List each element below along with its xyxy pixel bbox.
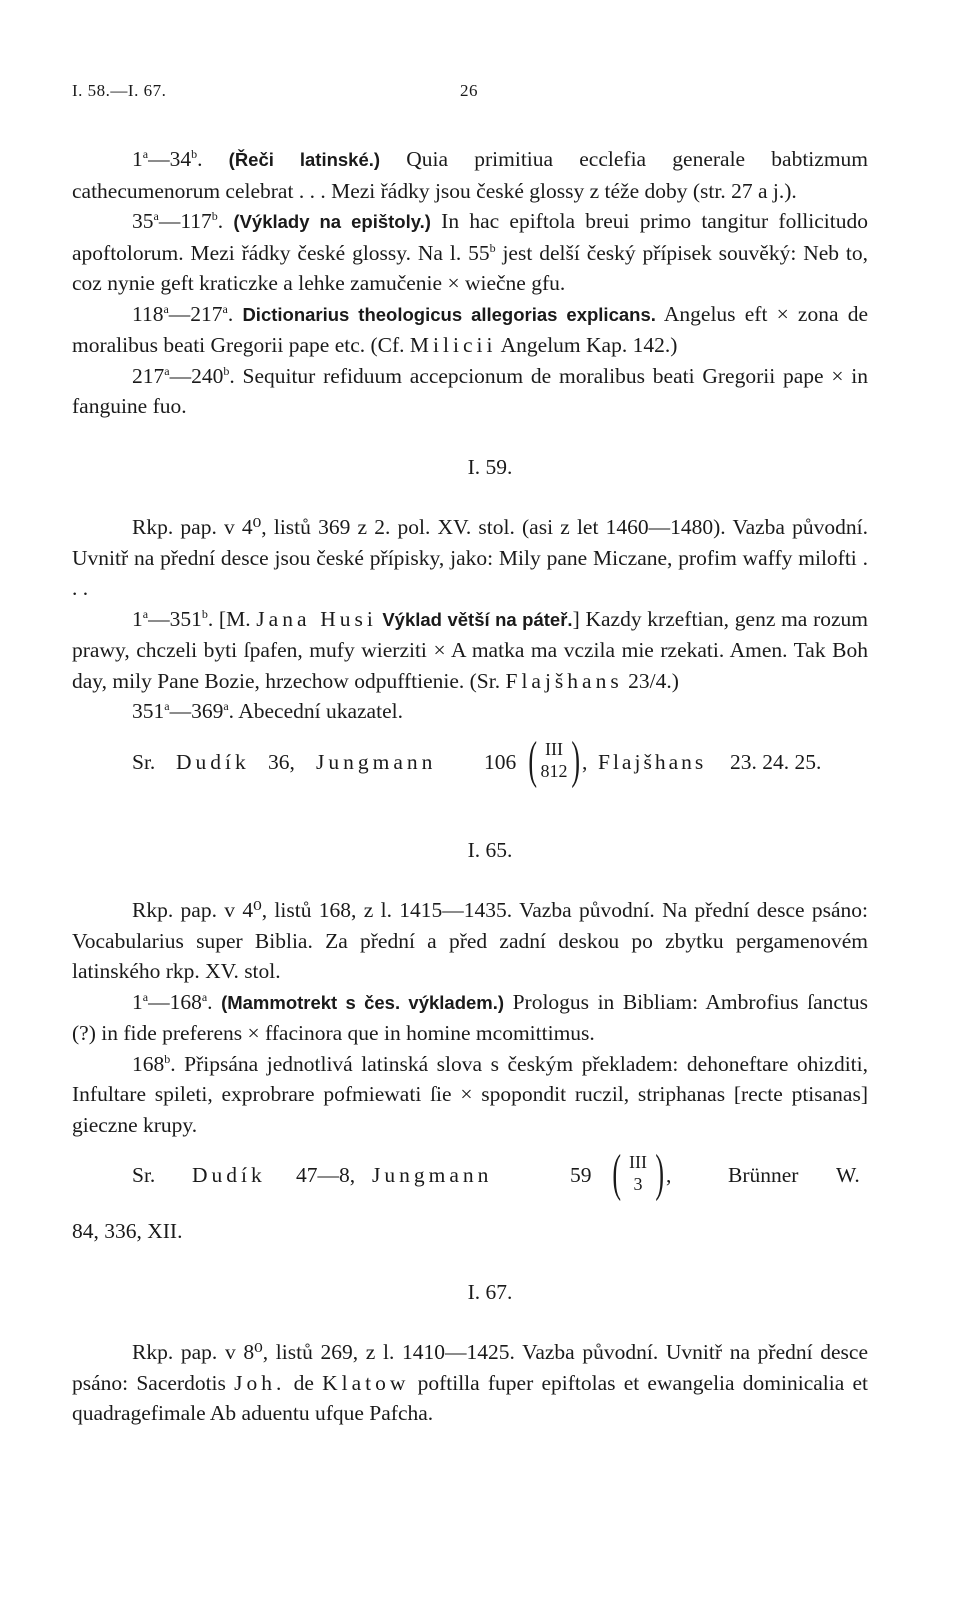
author-name: Jana Husi: [256, 606, 377, 631]
reference-continuation: 84, 336, XII.: [72, 1219, 183, 1243]
entry-title: (Řeči latinské.): [228, 149, 381, 170]
author-name: Dudík: [176, 749, 250, 774]
author-name: Joh.: [234, 1370, 286, 1395]
entry-paragraph: 1$^a$—168$^a$. (Mammotrekt s čes. výkladem.) Prologus in Bibliam: Ambrofius ſanctus (?) in fide preferens × ffacinora que in homine mcomittimus.: [72, 989, 868, 1045]
entry-title: Dictionarius theologicus allegorias explicans.: [242, 303, 656, 325]
author-name: Milicii: [409, 333, 497, 357]
author-name: Jungmann: [316, 749, 437, 774]
entry-paragraph: 217$^a$—240$^b$. Sequitur refiduum accepcionum de moralibus beati Gregorii pape × in fanguine fuo.: [72, 363, 868, 418]
section-heading: I. 67.: [467, 1279, 513, 1304]
reference-line: Sr. Dudík 36, Jungmann 106 ( III 812 ) , Flajšhans 23. 24. 25.: [132, 731, 822, 789]
entry-title: (Výklady na epištoly.): [233, 211, 431, 232]
author-name: Flajšhans: [505, 668, 623, 693]
entry-paragraph: 1$^a$—351$^b$. [M. Jana Husi Výklad větší na páteř.] Kazdy krzeftian, genz ma rozum prawy, chczeli byti ſpafen, mufy wierziti × A matka ma vczila mie rzekati. Amen. Tak Boh day, mily Pane Bozie, hrzechow odpufftienie. (Sr. Flajšhans 23/4.): [72, 606, 868, 693]
page-number: 26: [460, 81, 478, 100]
entry-paragraph: 118$^a$—217$^a$. Dictionarius theologicus allegorias explicans. Angelus eft × zona de moralibus beati Gregorii pape etc. (Cf. Milicii Angelum Kap. 142.): [72, 301, 868, 357]
section-heading: I. 59.: [467, 454, 513, 479]
author-name: Klatow: [322, 1370, 410, 1395]
author-name: Dudík: [192, 1163, 266, 1187]
fraction-notation: ( III 3 ): [612, 1145, 664, 1202]
entry-title: Výklad větší na páteř.: [376, 608, 573, 630]
entry-paragraph: 1$^a$—34$^b$. (Řeči latinské.) Quia primitiua ecclefia generale babtizmum cathecumenorum celebrat . . . Mezi řádky jsou české glossy z téže doby (str. 27 a j.).: [72, 147, 869, 203]
running-header: [72, 76, 868, 116]
entry-paragraph: 351$^a$—369$^a$. Abecední ukazatel.: [132, 699, 403, 723]
author-name: Flajšhans: [598, 749, 707, 774]
entry-paragraph: 35$^a$—117$^b$. (Výklady na epištoly.) In hac epiftola breui primo tangitur follicitudo apoftolorum. Mezi řádky české glossy. Na l. 55$^b$ jest delší český přípisek souvěký: Neb to, coz nynie geft kraticzke a lehke zamučenie × wiečne gfu.: [72, 209, 868, 295]
entry-paragraph: 168$^b$. Připsána jednotlivá latinská slova s českým překladem: dehoneftare ohizditi, Infultare spileti, exprobrare pofmiewati ſie × spopondit ruczil, striphanas [recte ptisanas] gieczne krupy.: [72, 1051, 868, 1137]
entry-title: (Mammotrekt s čes. výkladem.): [221, 991, 505, 1013]
author-name: Jungmann: [372, 1163, 493, 1187]
manuscript-description: Rkp. pap. v 4⁰, listů 168, z l. 1415—1435. Vazba původní. Na přední desce psáno: Vocabularius super Biblia. Za přední a před zadní deskou po zbytku pergamenovém latinského rkp. XV. stol.: [72, 898, 868, 983]
manuscript-description: Rkp. pap. v 4⁰, listů 369 z 2. pol. XV. stol. (asi z let 1460—1480). Vazba původní. Uvnitř na přední desce jsou české přípisky, jako: Mily pane Miczane, profim waffy milofti . . .: [72, 515, 868, 600]
fraction-notation: ( III 812 ): [528, 731, 580, 789]
reference-line: Sr. Dudík 47—8, Jungmann 59 ( III 3 ) , Brünner W.: [132, 1145, 860, 1202]
header-signature-range: I. 58.—I. 67.: [72, 81, 167, 100]
manuscript-description: Rkp. pap. v 8⁰, listů 269, z l. 1410—1425. Vazba původní. Uvnitř na přední desce psáno: Sacerdotis Joh. de Klatow poftilla fuper epiftolas et ewangelia dominicalia et quadragefimale Ab aduentu ufque Pafcha.: [72, 1340, 868, 1425]
section-heading: I. 65.: [467, 837, 513, 862]
